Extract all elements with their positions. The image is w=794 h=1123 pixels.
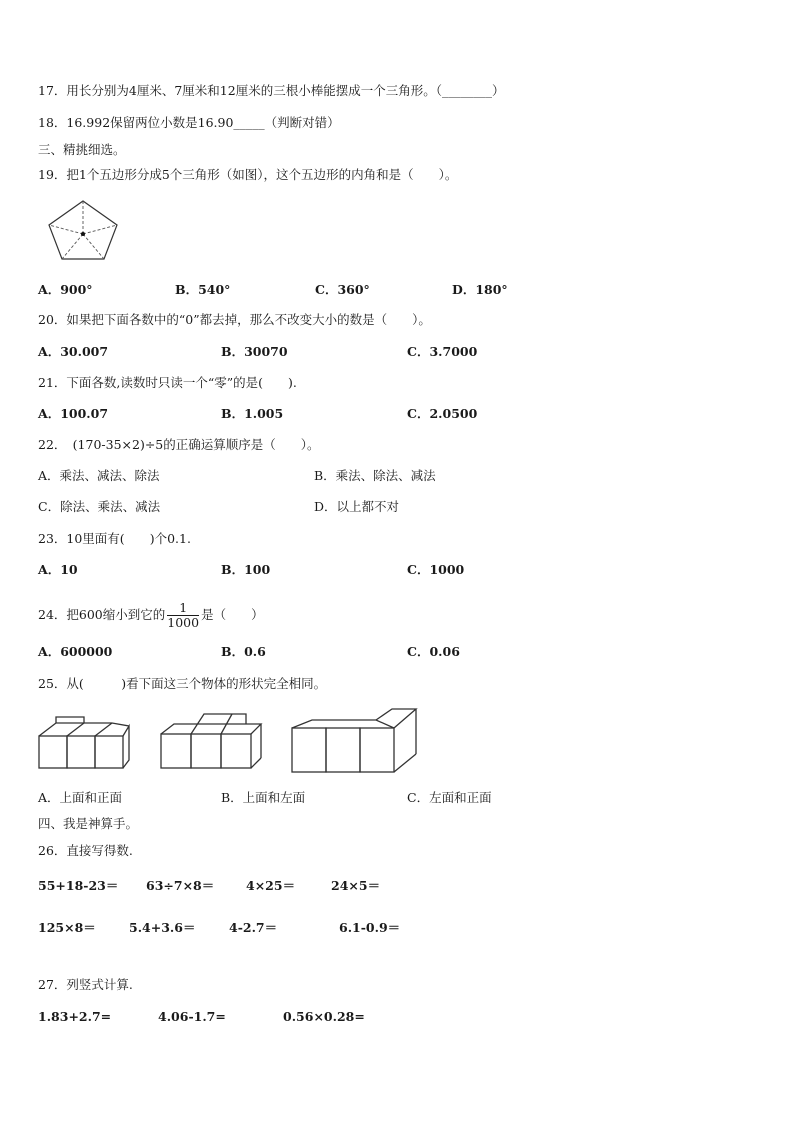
question-19-stem: 19．把1个五边形分成5个三角形（如图），这个五边形的内角和是（ ）。 <box>38 167 458 182</box>
q24-stem-before: 24．把600缩小到它的 <box>38 607 166 622</box>
q19-option-a[interactable]: A．900° <box>38 282 93 297</box>
pentagon-figure <box>46 198 120 262</box>
q24-stem-after: 是（ ） <box>201 607 264 622</box>
question-17: 17．用长分别为4厘米、7厘米和12厘米的三根小棒能摆成一个三角形。（________） <box>38 83 505 98</box>
question-23-stem: 23．10里面有( )个0.1. <box>38 531 191 546</box>
q23-option-c[interactable]: C．1000 <box>407 562 465 577</box>
q20-option-b[interactable]: B．30070 <box>221 344 288 359</box>
q25-option-c[interactable] <box>407 790 492 806</box>
q26-expr-1: 55+18-23＝ <box>38 878 119 893</box>
q26-expr-5: 125×8＝ <box>38 920 96 935</box>
question-26-stem: 26．直接写得数. <box>38 843 133 858</box>
q22-option-d[interactable] <box>314 499 399 515</box>
q25-option-a[interactable] <box>38 790 122 806</box>
section-4-heading: 四、我是神算手。 <box>38 816 139 831</box>
q26-expr-2: 63÷7×8＝ <box>146 878 215 893</box>
section-3-heading: 三、精挑细选。 <box>38 142 126 157</box>
q26-expr-6: 5.4+3.6＝ <box>129 920 196 935</box>
q24-option-b[interactable]: B．0.6 <box>221 644 266 659</box>
q23-option-b[interactable]: B．100 <box>221 562 271 577</box>
q26-expr-4: 24×5＝ <box>331 878 381 893</box>
q22-option-b[interactable] <box>314 468 436 484</box>
q20-option-a[interactable]: A．30.007 <box>38 344 109 359</box>
q20-option-c[interactable]: C．3.7000 <box>407 344 478 359</box>
question-24-stem <box>38 598 264 632</box>
q19-option-c[interactable]: C．360° <box>315 282 370 297</box>
q19-option-d[interactable]: D．180° <box>452 282 508 297</box>
cube-figure-3 <box>290 706 420 776</box>
q22-option-c[interactable] <box>38 499 160 515</box>
q26-expr-8: 6.1-0.9＝ <box>339 920 401 935</box>
q19-option-b[interactable]: B．540° <box>175 282 231 297</box>
q27-expr-3: 0.56×0.28= <box>283 1009 365 1024</box>
question-20-stem: 20．如果把下面各数中的“0”都去掉，那么不改变大小的数是（ ）。 <box>38 312 431 327</box>
q23-option-a[interactable]: A．10 <box>38 562 78 577</box>
q21-option-a[interactable]: A．100.07 <box>38 406 109 421</box>
fraction-numerator: 1 <box>167 601 199 616</box>
q22-option-b-label: B．乘法、除法、减法 <box>314 468 436 483</box>
q21-option-b[interactable]: B．1.005 <box>221 406 284 421</box>
q25-option-b[interactable] <box>221 790 305 806</box>
question-27-stem: 27．列竖式计算. <box>38 977 133 992</box>
cube-figure-1 <box>38 714 134 772</box>
q22-option-a-label: A．乘法、减法、除法 <box>38 468 160 483</box>
q24-option-a[interactable]: A．600000 <box>38 644 113 659</box>
q25-option-b-label: B．上面和左面 <box>221 790 306 805</box>
q24-option-c[interactable]: C．0.06 <box>407 644 460 659</box>
q26-expr-7: 4-2.7＝ <box>229 920 278 935</box>
q21-option-c[interactable]: C．2.0500 <box>407 406 478 421</box>
q25-option-a-label: A．上面和正面 <box>38 790 123 805</box>
q22-option-d-label: D．以上都不对 <box>314 499 400 514</box>
question-22-stem: 22． (170-35×2)÷5的正确运算顺序是（ ）。 <box>38 437 320 452</box>
q27-expr-2: 4.06-1.7= <box>158 1009 226 1024</box>
question-18: 18．16.992保留两位小数是16.90_____（判断对错） <box>38 115 340 130</box>
q26-expr-3: 4×25＝ <box>246 878 296 893</box>
question-21-stem: 21．下面各数,读数时只读一个“零”的是( ). <box>38 375 297 390</box>
fraction-denominator: 1000 <box>167 615 200 630</box>
q27-expr-1: 1.83+2.7= <box>38 1009 112 1024</box>
question-25-stem: 25．从( )看下面这三个物体的形状完全相同。 <box>38 676 327 691</box>
q22-option-a[interactable] <box>38 468 160 484</box>
q22-option-c-label: C．除法、乘法、减法 <box>38 499 161 514</box>
fraction-one-thousandth <box>167 601 199 630</box>
q25-option-c-label: C．左面和正面 <box>407 790 492 805</box>
cube-figure-2 <box>160 710 264 772</box>
